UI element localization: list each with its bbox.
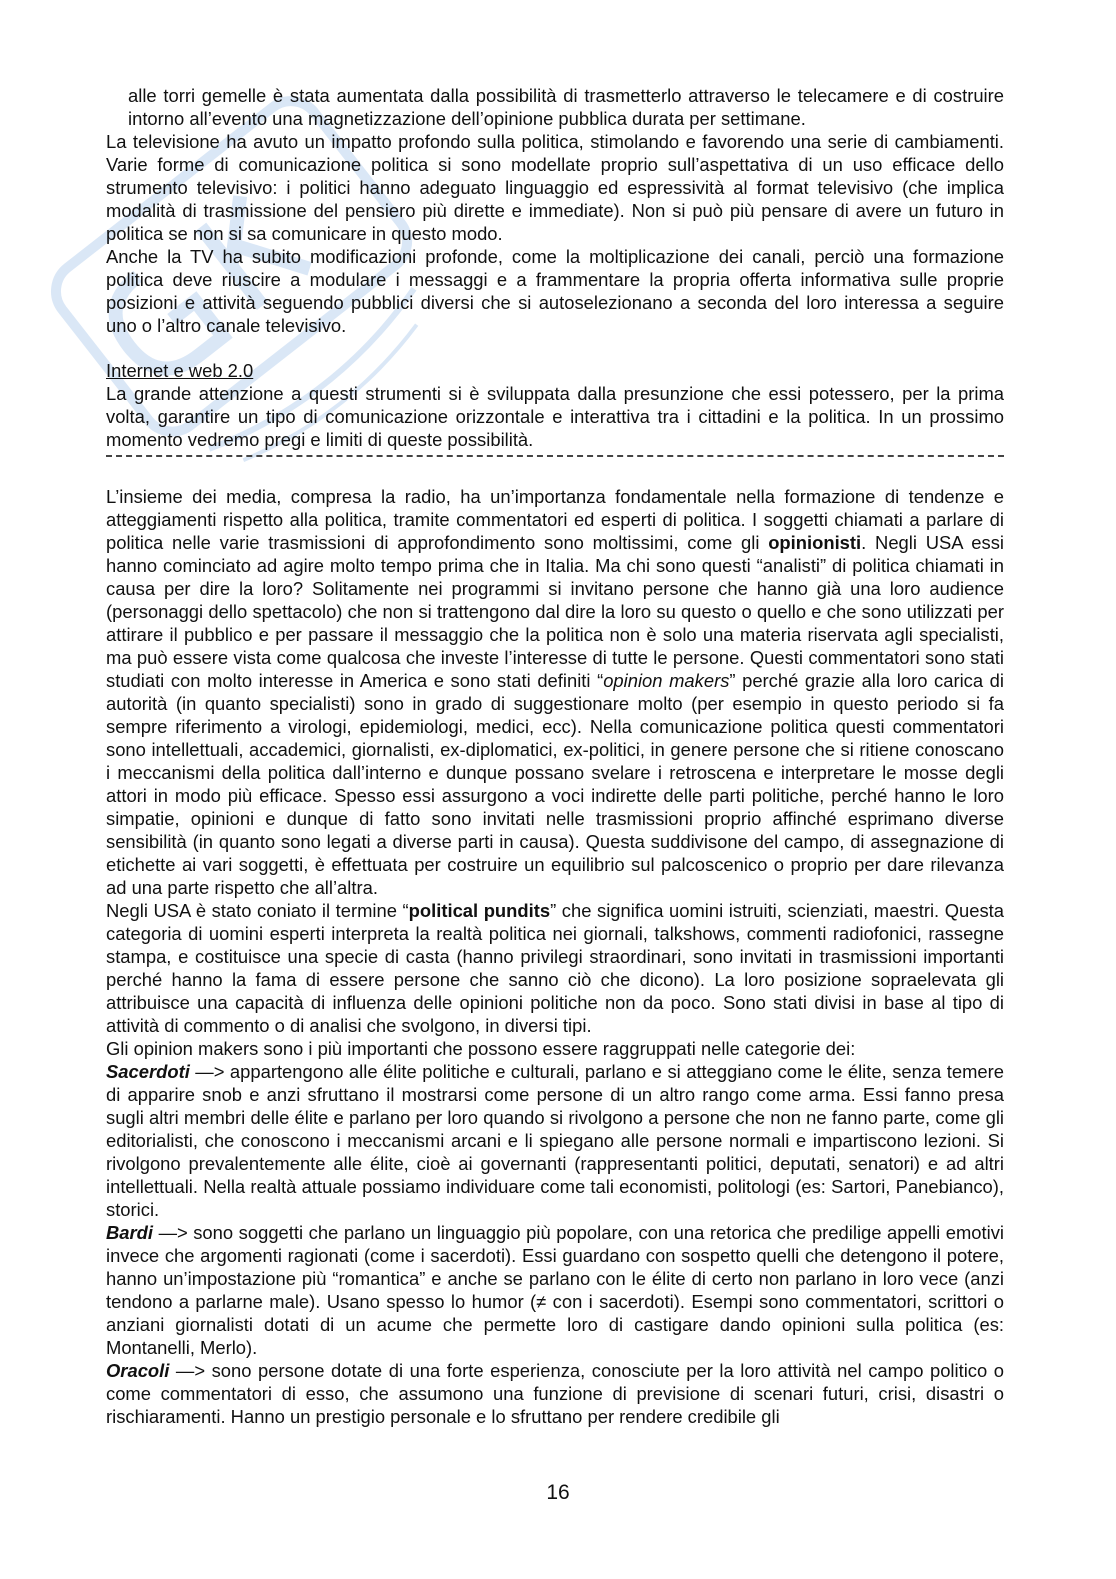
paragraph-categories-intro: Gli opinion makers sono i più importanti che possono essere raggruppati nelle categorie dei: [106,1038,856,1059]
text-run: L’insieme dei media, compresa la radio, ha un’importanza fondamentale nella formazione di tendenze e atteggiamenti rispetto alla politica, tramite commentatori ed esperti di politica. I soggetti chiamati a parlare di politica nelle varie trasmissioni di approfondimento sono moltissimi, come gli [106,486,1004,553]
term-oracoli: Oracoli [106,1360,170,1381]
text-run: ” che significa uomini istruiti, scienziati, maestri. Questa categoria di uomini esperti interpreta la realtà politica nei giornali, talkshows, commenti radiofonici, rassegne stampa, e costituisce una specie di casta (hanno privilegi straordinari, sono invitati in trasmissioni importanti perché hanno la fama di essere persone che sanno ciò che dicono). La loro posizione sopraelevata gli attribuisce una capacità di influenza delle opinioni politiche non da poco. Sono stati divisi in base al tipo di attività di commento o di analisi che svolgono, in diversi tipi. [106,900,1004,1036]
paragraph-oracoli [106,1359,1004,1428]
text-run: . Negli USA essi hanno cominciato ad agire molto tempo prima che in Italia. Ma chi sono questi “analisti” di politica chiamati in causa per dire la loro? Solitamente nei programmi si invitano persone che hanno già una loro audience (personaggi dello spettacolo) che non si trattengono dal dire la loro su questo o quello e che sono utilizzati per attirare il pubblico e per passare il messaggio che la politica non è solo una materia riservata agli specialisti, ma può essere vista come qualcosa che investe l’interesse di tutte le persone. Questi commentatori sono stati studiati con molto interesse in America e sono stati definiti “ [106,532,1004,691]
term-opinion-makers: opinion makers [603,670,730,691]
term-political-pundits: political pundits [408,900,551,921]
term-bardi: Bardi [106,1222,154,1243]
paragraph-sacerdoti [106,1060,1004,1221]
text-run: —> sono persone dotate di una forte esperienza, conosciute per la loro attività nel campo politico o come commentatori di esso, che assumono una funzione di previsione di scenari futuri, crisi, disastri o rischiaramenti. Hanno un prestigio personale e lo sfruttano per rendere credibile gli [106,1360,1004,1427]
paragraph-tv-changes: Anche la TV ha subito modificazioni profonde, come la moltiplicazione dei canali, perciò una formazione politica deve riuscire a modulare i messaggi e a frammentare la propria offerta informativa sulle proprie posizioni e attività seguendo pubblici diversi che si autoselezionano a seconda del loro interessa a seguire uno o l’altro canale televisivo. [106,246,1004,336]
paragraph-television-impact: La televisione ha avuto un impatto profondo sulla politica, stimolando e favorendo una serie di cambiamenti. Varie forme di comunicazione politica si sono modellate proprio sull’aspettativa di un uso efficace dello strumento televisivo: i politici hanno adeguato linguaggio ed espressività al format televisivo (che implica modalità di trasmissione del pensiero più dirette e immediate). Non si può più pensare di avere un futuro in politica se non si sa comunicare in questo modo. [106,131,1004,244]
paragraph-internet: La grande attenzione a questi strumenti si è sviluppata dalla presunzione che essi potessero, per la prima volta, garantire un tipo di comunicazione orizzontale e interattiva tra i cittadini e la politica. In un prossimo momento vedremo pregi e limiti di queste possibilità. [106,383,1004,450]
page-number: 16 [546,1481,570,1504]
paragraph-media-commentators [106,485,1004,899]
text-run: ” perché grazie alla loro carica di autorità (in quanto specialisti) sono in grado di suggestionare molto (per esempio in questo periodo si fa sempre riferimento a virologi, epidemiologi, medici, ecc). Nella comunicazione politica questi commentatori sono intellettuali, accademici, giornalisti, ex-diplomatici, ex-politici, in genere persone che si ritiene conoscano i meccanismi della politica dall’interno e dunque possano svelare i retroscena e interpretare le mosse degli attori in modo più efficace. Spesso essi assurgono a voci indirette delle parti politiche, perché hanno le loro simpatie, opinioni e dunque di fatto sono invitati nelle trasmissioni proprio affinché esprimano diverse sensibilità (in quanto sono legati a diverse parti in causa). Questa suddivisone del campo, di assegnazione di etichette ai vari soggetti, è effettuata per costruire un equilibrio sul palcoscenico o proprio per dare rilevanza ad una parte rispetto che all’altra. [106,670,1004,898]
paragraph-bardi [106,1221,1004,1359]
document-body [106,84,1004,1428]
text-run: —> appartengono alle élite politiche e culturali, parlano e si atteggiano come le élite, senza temere di apparire snob e anzi sfruttano il mostrarsi come persone di un altro rango come arma. Essi fanno presa sugli altri membri delle élite e parlano per loro quando si rivolgono a persone che non ne fanno parte, come gli editorialisti, che conoscono i meccanismi arcani e li spiegano alle persone normali e impartiscono lezioni. Si rivolgono prevalentemente alle élite, cioè ai governanti (rappresentanti politici, deputati, senatori) e ad altri intellettuali. Nella realtà attuale possiamo individuare come tali economisti, politologi (es: Sartori, Panebianco), storici. [106,1061,1004,1220]
text-run: —> sono soggetti che parlano un linguaggio più popolare, con una retorica che predilige appelli emotivi invece che argomenti ragionati (come i sacerdoti). Essi guardano con sospetto quelli che detengono il potere, hanno un’impostazione più “romantica” e anche se parlano con le élite di certo non parlano in loro vece (anzi tendono a parlarne male). Usano spesso lo humor (≠ con i sacerdoti). Esempi sono commentatori, scrittori o anziani giornalisti dotati di un acume che permette loro di castigare dando opinioni sulla politica (es: Montanelli, Merlo). [106,1222,1004,1358]
section-heading-internet: Internet e web 2.0 [106,360,254,381]
term-opinionisti: opinionisti [768,532,862,553]
term-sacerdoti: Sacerdoti [106,1061,190,1082]
text-run: Negli USA è stato coniato il termine “ [106,900,409,921]
paragraph-continuation: alle torri gemelle è stata aumentata dalla possibilità di trasmetterlo attraverso le telecamere e di costruire intorno all’evento una magnetizzazione dell’opinione pubblica durata per settimane. [128,85,1004,129]
paragraph-political-pundits [106,899,1004,1037]
